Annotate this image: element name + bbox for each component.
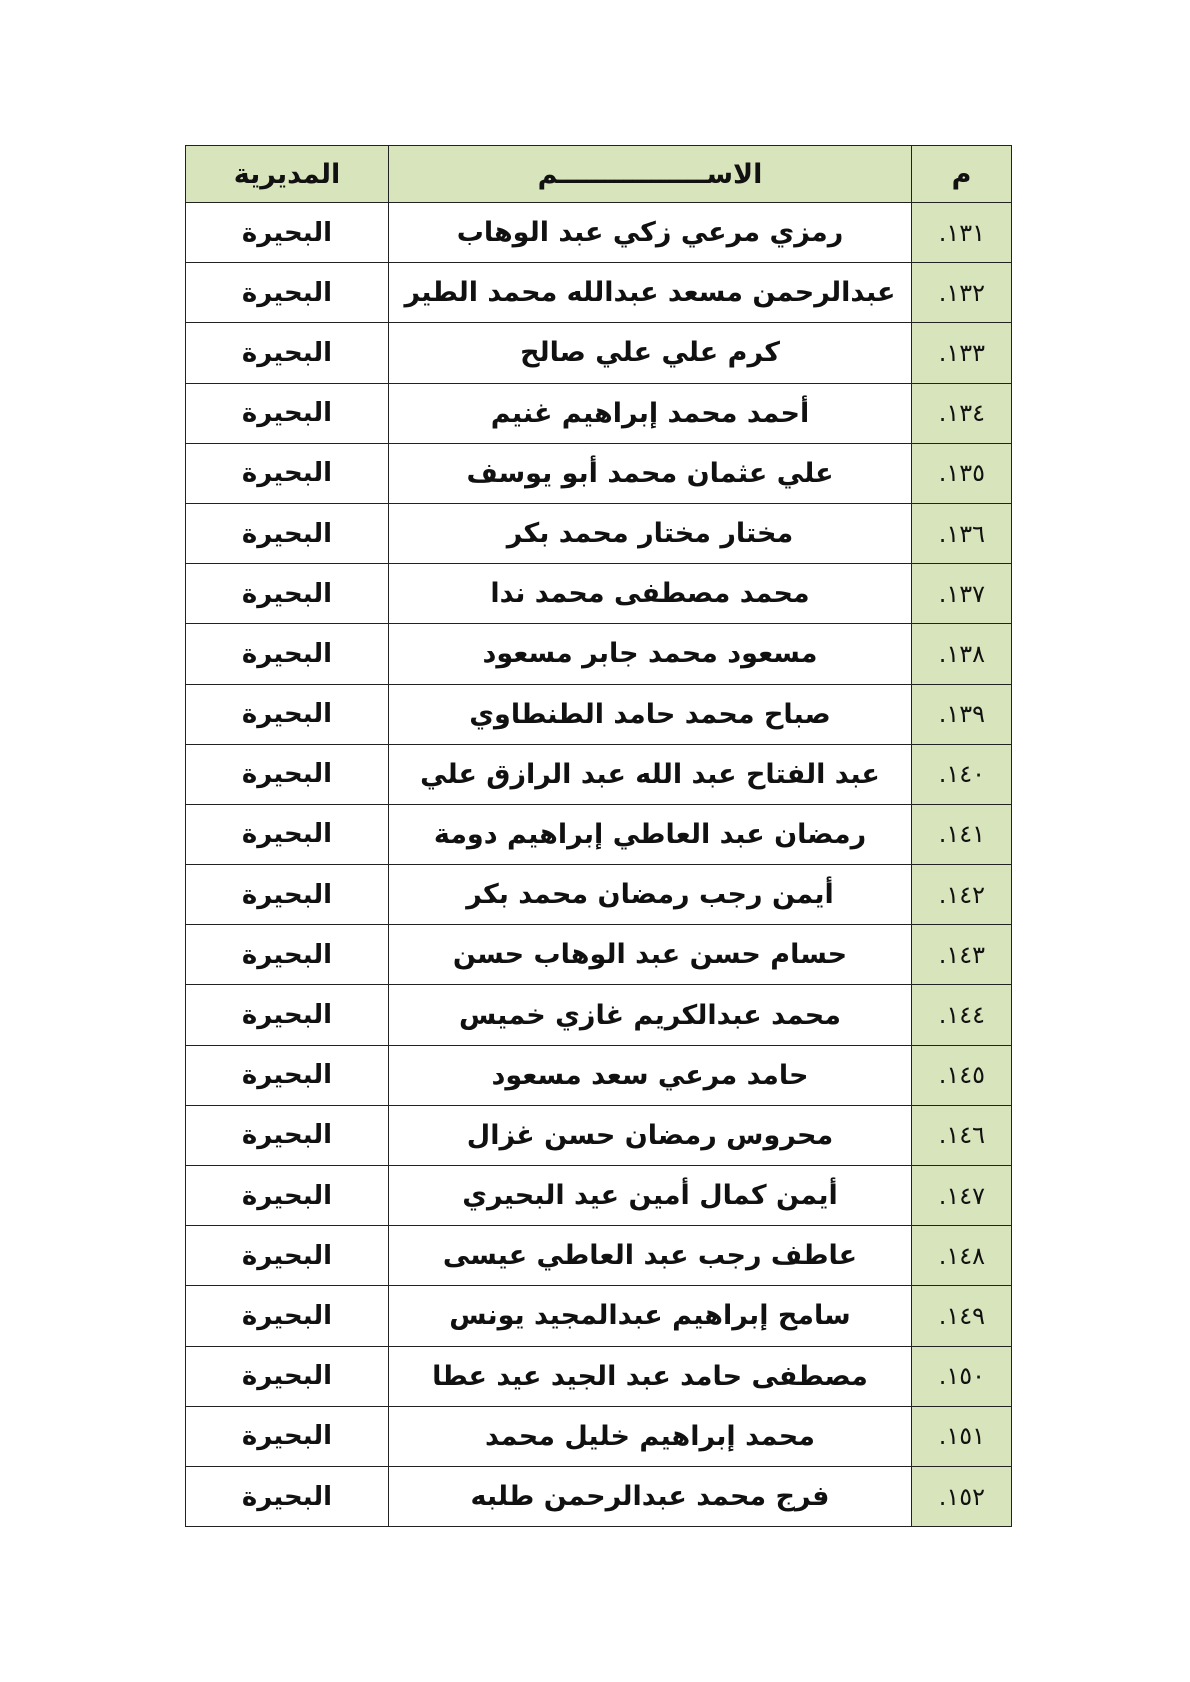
row-name: عبد الفتاح عبد الله عبد الرازق علي (389, 744, 912, 804)
table-row (186, 1406, 1012, 1466)
row-name: رمزي مرعي زكي عبد الوهاب (389, 203, 912, 263)
row-name: أيمن كمال أمين عيد البحيري (389, 1166, 912, 1226)
row-name: كرم علي علي صالح (389, 323, 912, 383)
row-directorate: البحيرة (186, 443, 389, 503)
table-row (186, 865, 1012, 925)
table-row (186, 263, 1012, 323)
row-name: مسعود محمد جابر مسعود (389, 624, 912, 684)
row-number: ١٤٧. (912, 1166, 1012, 1226)
row-number: ١٤٩. (912, 1286, 1012, 1346)
row-number: ١٤٢. (912, 865, 1012, 925)
row-number: ١٤٠. (912, 744, 1012, 804)
table-row (186, 684, 1012, 744)
row-directorate: البحيرة (186, 744, 389, 804)
table-row (186, 804, 1012, 864)
row-name: محمد عبدالكريم غازي خميس (389, 985, 912, 1045)
header-directorate: المديرية (186, 146, 389, 203)
table-row (186, 1105, 1012, 1165)
row-name: حامد مرعي سعد مسعود (389, 1045, 912, 1105)
row-directorate: البحيرة (186, 684, 389, 744)
row-number: ١٣٦. (912, 503, 1012, 563)
row-directorate: البحيرة (186, 1105, 389, 1165)
row-name: رمضان عبد العاطي إبراهيم دومة (389, 804, 912, 864)
row-number: ١٤٥. (912, 1045, 1012, 1105)
row-name: محمد مصطفى محمد ندا (389, 564, 912, 624)
row-directorate: البحيرة (186, 804, 389, 864)
table-row (186, 383, 1012, 443)
row-directorate: البحيرة (186, 925, 389, 985)
row-name: عبدالرحمن مسعد عبدالله محمد الطير (389, 263, 912, 323)
table-row (186, 624, 1012, 684)
row-directorate: البحيرة (186, 203, 389, 263)
row-number: ١٤٦. (912, 1105, 1012, 1165)
row-number: ١٣٩. (912, 684, 1012, 744)
row-name: عاطف رجب عبد العاطي عيسى (389, 1226, 912, 1286)
row-name: مصطفى حامد عبد الجيد عيد عطا (389, 1346, 912, 1406)
row-directorate: البحيرة (186, 865, 389, 925)
row-directorate: البحيرة (186, 1346, 389, 1406)
table-row (186, 1166, 1012, 1226)
row-number: ١٣٤. (912, 383, 1012, 443)
table-row (186, 985, 1012, 1045)
row-number: ١٣١. (912, 203, 1012, 263)
row-name: صباح محمد حامد الطنطاوي (389, 684, 912, 744)
row-name: مختار مختار محمد بكر (389, 503, 912, 563)
row-directorate: البحيرة (186, 985, 389, 1045)
names-table (185, 145, 1012, 1527)
row-name: أحمد محمد إبراهيم غنيم (389, 383, 912, 443)
row-number: ١٣٢. (912, 263, 1012, 323)
table-body (186, 203, 1012, 1527)
row-number: ١٣٥. (912, 443, 1012, 503)
row-number: ١٣٨. (912, 624, 1012, 684)
row-directorate: البحيرة (186, 323, 389, 383)
table-row (186, 1466, 1012, 1526)
row-directorate: البحيرة (186, 503, 389, 563)
header-row (186, 146, 1012, 203)
table-row (186, 1286, 1012, 1346)
row-directorate: البحيرة (186, 1466, 389, 1526)
table-row (186, 203, 1012, 263)
table-row (186, 564, 1012, 624)
table-row (186, 1346, 1012, 1406)
row-number: ١٤٨. (912, 1226, 1012, 1286)
row-directorate: البحيرة (186, 1166, 389, 1226)
table-header (186, 146, 1012, 203)
row-number: ١٤٤. (912, 985, 1012, 1045)
row-directorate: البحيرة (186, 1045, 389, 1105)
header-name: الاســــــــــــــــم (389, 146, 912, 203)
row-name: فرج محمد عبدالرحمن طلبه (389, 1466, 912, 1526)
row-number: ١٥٢. (912, 1466, 1012, 1526)
row-number: ١٣٣. (912, 323, 1012, 383)
row-name: حسام حسن عبد الوهاب حسن (389, 925, 912, 985)
table-row (186, 323, 1012, 383)
row-directorate: البحيرة (186, 564, 389, 624)
table-row (186, 443, 1012, 503)
row-name: أيمن رجب رمضان محمد بكر (389, 865, 912, 925)
row-number: ١٤٣. (912, 925, 1012, 985)
row-directorate: البحيرة (186, 383, 389, 443)
row-directorate: البحيرة (186, 624, 389, 684)
table-row (186, 1045, 1012, 1105)
row-number: ١٥١. (912, 1406, 1012, 1466)
table-row (186, 744, 1012, 804)
row-name: محروس رمضان حسن غزال (389, 1105, 912, 1165)
row-directorate: البحيرة (186, 1406, 389, 1466)
row-directorate: البحيرة (186, 1286, 389, 1346)
header-number: م (912, 146, 1012, 203)
row-name: محمد إبراهيم خليل محمد (389, 1406, 912, 1466)
table-row (186, 1226, 1012, 1286)
row-name: سامح إبراهيم عبدالمجيد يونس (389, 1286, 912, 1346)
row-directorate: البحيرة (186, 1226, 389, 1286)
row-number: ١٤١. (912, 804, 1012, 864)
table-row (186, 925, 1012, 985)
table-row (186, 503, 1012, 563)
row-number: ١٣٧. (912, 564, 1012, 624)
row-name: علي عثمان محمد أبو يوسف (389, 443, 912, 503)
row-directorate: البحيرة (186, 263, 389, 323)
row-number: ١٥٠. (912, 1346, 1012, 1406)
